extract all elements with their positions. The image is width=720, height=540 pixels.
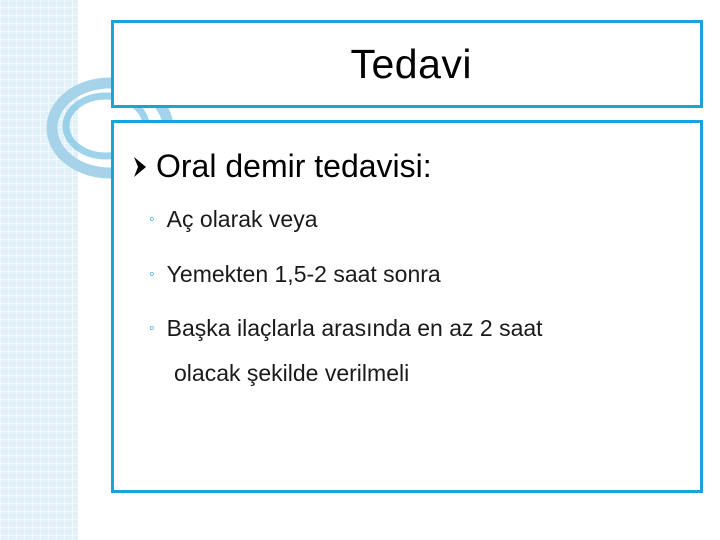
arrow-bullet-icon (132, 154, 152, 180)
sub-bullet (149, 314, 543, 343)
sub-bullet (149, 205, 318, 234)
main-bullet (132, 148, 432, 185)
main-bullet-text: Oral demir tedavisi: (156, 148, 432, 184)
hollow-circle-bullet-icon: ◦ (149, 320, 155, 337)
sub-bullet-text: Yemekten 1,5-2 saat sonra (166, 261, 441, 287)
sub-bullet (149, 260, 441, 289)
content-box (111, 120, 703, 493)
hollow-circle-bullet-icon: ◦ (149, 266, 155, 283)
hollow-circle-bullet-icon: ◦ (149, 211, 155, 228)
slide-title: Tedavi (350, 40, 472, 87)
sub-bullet-text: Başka ilaçlarla arasında en az 2 saat (166, 315, 543, 341)
sub-bullet-text: Aç olarak veya (166, 206, 318, 232)
sub-bullet-continuation: olacak şekilde verilmeli (174, 360, 410, 386)
title-box (111, 20, 703, 108)
